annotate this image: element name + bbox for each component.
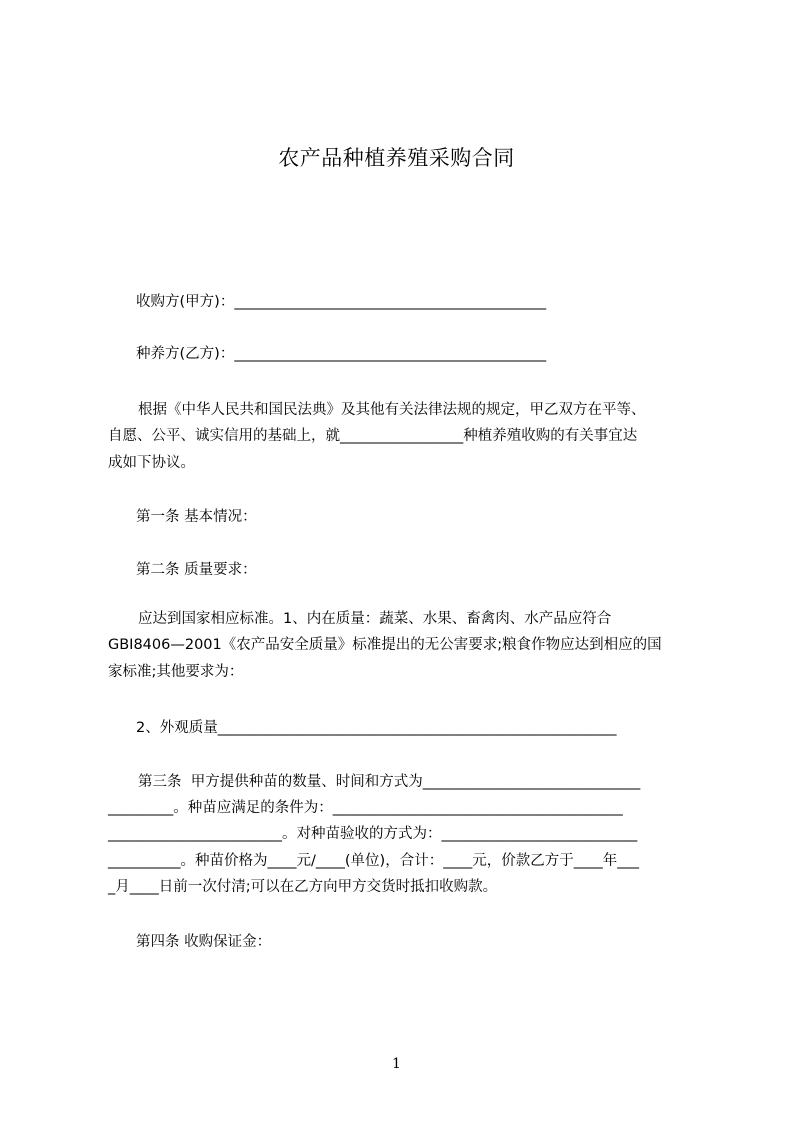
preamble-line-1: 根据《中华人民共和国民法典》及其他有关法律法规的规定，甲乙双方在平等、: [138, 402, 646, 418]
article-3-line-5: _月____日前一次付清;可以在乙方向甲方交货时抵扣收购款。: [108, 879, 498, 895]
appearance-quality-line: 2、外观质量_______________________________________________________: [136, 720, 617, 736]
quality-line-3: 家标准;其他要求为：: [108, 664, 244, 680]
article-3-line-1: 第三条 甲方提供种苗的数量、时间和方式为______________________________: [138, 774, 641, 790]
buyer-party-line: 收购方(甲方)：___________________________________________: [136, 294, 547, 310]
article-3-line-3: ________________________。对种苗验收的方式为：___________________________: [108, 826, 638, 842]
article-4-heading: 第四条 收购保证金：: [136, 934, 272, 950]
article-2-heading: 第二条 质量要求：: [136, 562, 257, 578]
page-title: 农产品种植养殖采购合同: [278, 146, 515, 170]
quality-line-2: GBI8406—2001《农产品安全质量》标准提出的无公害要求;粮食作物应达到相应的国: [108, 637, 662, 653]
page-number: 1: [392, 1056, 401, 1072]
grower-party-line: 种养方(乙方)：___________________________________________: [136, 346, 547, 362]
article-1-heading: 第一条 基本情况：: [136, 509, 257, 525]
article-3-line-2: _________。种苗应满足的条件为：________________________________________: [108, 800, 623, 816]
preamble-line-3: 成如下协议。: [108, 455, 195, 471]
quality-line-1: 应达到国家相应标准。1、内在质量：蔬菜、水果、畜禽肉、水产品应符合: [138, 611, 612, 627]
preamble-line-2: 自愿、公平、诚实信用的基础上，就_________________种植养殖收购的有关事宜达: [108, 428, 638, 444]
article-3-line-4: __________。种苗价格为____元/____(单位)，合计：____元，价款乙方于____年___: [108, 853, 639, 869]
